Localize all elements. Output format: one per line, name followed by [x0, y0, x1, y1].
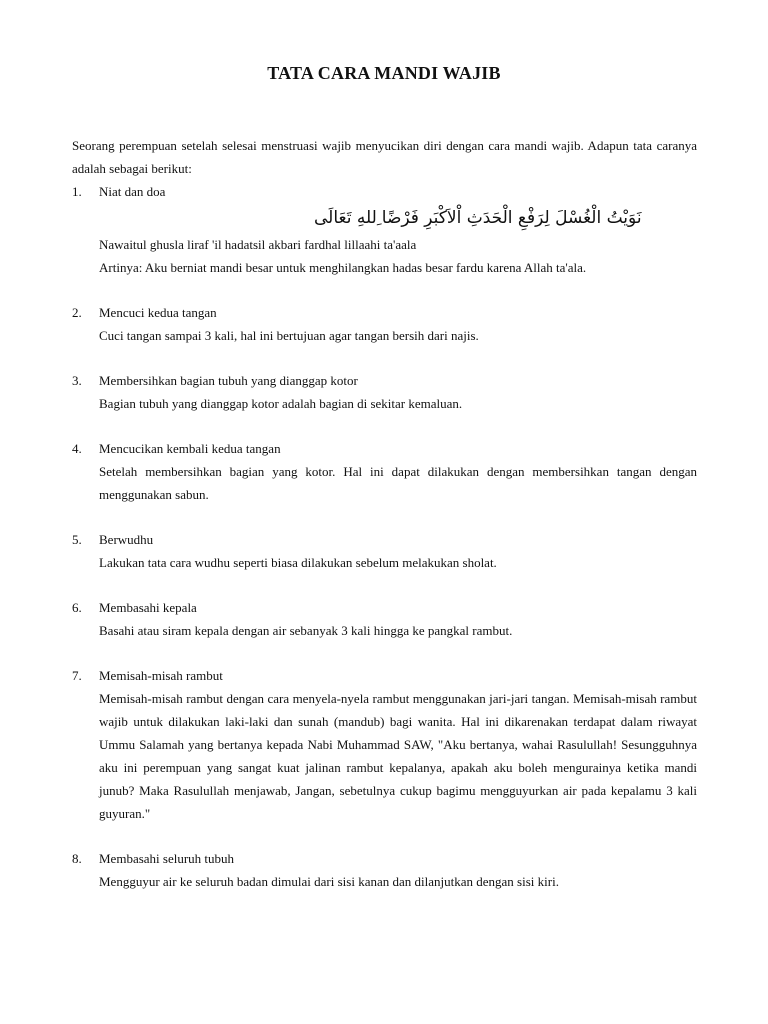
list-description: Memisah-misah rambut dengan cara menyela-nyela rambut menggunakan jari-jari tangan. Memisah-misah rambut wajib untuk dilakukan laki-laki dan sunah (mandub) bagi wanita. Hal ini dikarenakan terdapat dalam riwayat Ummu Salamah yang bertanya kepada Nabi Muhammad SAW, "Aku bertanya, wahai Rasulullah! Sesungguhnya aku ini perempuan yang sangat kuat jalinan rambut kepalanya, apakah aku boleh mengurainya ketika mandi junub? Maka Rasulullah menjawab, Jangan, sebetulnya cukup bagimu mengguyurkan air pada kepalamu 3 kali guyuran." [99, 691, 697, 821]
list-item-heading [72, 301, 697, 324]
list-description: Lakukan tata cara wudhu seperti biasa dilakukan sebelum melakukan sholat. [99, 555, 497, 570]
list-item-heading [72, 437, 697, 460]
list-number: 2. [72, 305, 82, 320]
list-heading-text: Mencucikan kembali kedua tangan [99, 441, 281, 456]
list-item-heading [72, 180, 697, 203]
list-item-heading [72, 528, 697, 551]
list-number: 6. [72, 600, 82, 615]
list-description: Basahi atau siram kepala dengan air sebanyak 3 kali hingga ke pangkal rambut. [99, 623, 513, 638]
list-heading-text: Memisah-misah rambut [99, 668, 223, 683]
list-item [72, 664, 697, 825]
list-item [72, 596, 697, 642]
list-item-heading [72, 664, 697, 687]
list-number: 7. [72, 668, 82, 683]
list-item-heading [72, 369, 697, 392]
list-item-heading [72, 847, 697, 870]
list-number: 4. [72, 441, 82, 456]
list-item [72, 301, 697, 347]
list-item-heading [72, 596, 697, 619]
list-description: Mengguyur air ke seluruh badan dimulai dari sisi kanan dan dilanjutkan dengan sisi kiri. [99, 874, 559, 889]
list-item [72, 847, 697, 893]
list-item [72, 180, 697, 279]
list-heading-text: Membersihkan bagian tubuh yang dianggap kotor [99, 373, 358, 388]
intro-paragraph: Seorang perempuan setelah selesai menstruasi wajib menyucikan diri dengan cara mandi wajib. Adapun tata caranya adalah sebagai berikut: [72, 138, 697, 176]
list-description: Bagian tubuh yang dianggap kotor adalah bagian di sekitar kemaluan. [99, 396, 463, 411]
list-heading-text: Membasahi seluruh tubuh [99, 851, 235, 866]
meaning: Artinya: Aku berniat mandi besar untuk menghilangkan hadas besar fardu karena Allah ta'ala. [99, 260, 587, 275]
list-heading-text: Membasahi kepala [99, 600, 197, 615]
list-item [72, 528, 697, 574]
list-number: 8. [72, 851, 82, 866]
document-content [72, 134, 697, 893]
list-number: 3. [72, 373, 82, 388]
list-heading-text: Berwudhu [99, 532, 154, 547]
list-number: 5. [72, 532, 82, 547]
list-item [72, 437, 697, 506]
list-heading-text: Niat dan doa [99, 184, 166, 199]
arabic-prayer: نَوَيْتُ الْغُسْلَ لِرَفْعِ الْحَدَثِ اْلاَكْبَرِ فَرْضًا ِللهِ تَعَالَى [314, 208, 642, 228]
list-description: Setelah membersihkan bagian yang kotor. Hal ini dapat dilakukan dengan membersihkan tangan dengan menggunakan sabun. [99, 464, 697, 502]
list-description: Cuci tangan sampai 3 kali, hal ini bertujuan agar tangan bersih dari najis. [99, 328, 479, 343]
list-item [72, 369, 697, 415]
page-title: TATA CARA MANDI WAJIB [267, 63, 501, 83]
list-heading-text: Mencuci kedua tangan [99, 305, 217, 320]
transliteration: Nawaitul ghusla liraf 'il hadatsil akbari fardhal lillaahi ta'aala [99, 237, 417, 252]
list-number: 1. [72, 184, 82, 199]
